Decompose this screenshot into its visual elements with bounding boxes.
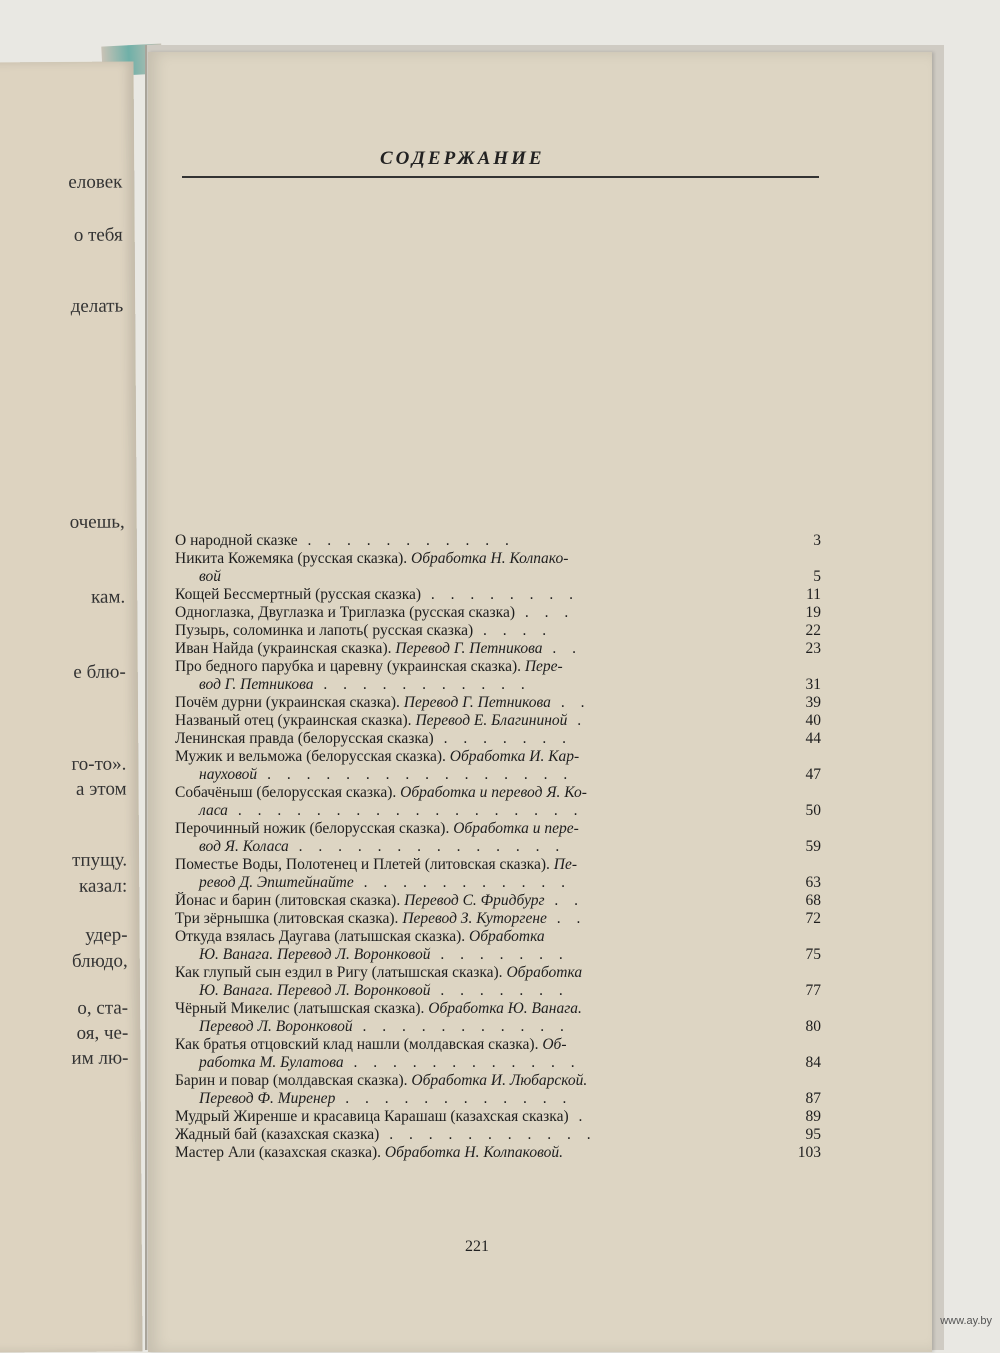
toc-leader-dots: . . . . . . . . . . . bbox=[313, 676, 531, 693]
toc-leader-dots: . . . . . . . . . . . bbox=[379, 1126, 597, 1143]
toc-entry-translator: работка М. Булатова bbox=[199, 1054, 344, 1071]
toc-entry bbox=[175, 640, 821, 658]
toc-entry-translator: Обработка Н. Колпаковой. bbox=[384, 1144, 563, 1161]
toc-leader-dots: . . bbox=[542, 640, 583, 657]
toc-entry bbox=[175, 928, 821, 964]
toc-page-number: 31 bbox=[805, 676, 821, 693]
toc-entry-title: Собачёныш (белорусская сказка). bbox=[175, 784, 401, 801]
toc-entry-translator: Обработка bbox=[506, 964, 583, 981]
toc-entry-line bbox=[175, 1054, 821, 1072]
toc-entry-line bbox=[175, 604, 821, 622]
toc-entry-title: Перочинный ножик (белорусская сказка). bbox=[175, 820, 454, 837]
toc-entry bbox=[175, 586, 821, 604]
left-page-text-line: е блю- bbox=[73, 661, 126, 683]
toc-entry-translator: Обработка и пере- bbox=[453, 820, 579, 837]
left-page-text-line: кам. bbox=[91, 586, 126, 608]
toc-entry-translator: Перевод Ф. Миренер bbox=[199, 1090, 336, 1107]
toc-entry bbox=[175, 1144, 821, 1162]
toc-entry-title: Мудрый Жиренше и красавица Карашаш (казахская сказка) bbox=[175, 1108, 569, 1125]
toc-entry-translator: Обработка И. Любарской. bbox=[411, 1072, 588, 1089]
toc-entry-title: О народной сказке bbox=[175, 532, 298, 549]
toc-entry-translator: ревод Д. Эпштейнайте bbox=[199, 874, 354, 891]
toc-entry-title: Поместье Воды, Полотенец и Плетей (литовская сказка). bbox=[175, 856, 554, 873]
left-page-text-line: еловек bbox=[68, 171, 123, 193]
toc-page-number: 44 bbox=[805, 730, 821, 747]
toc-entry bbox=[175, 910, 821, 928]
left-page-text-line: им лю- bbox=[71, 1047, 129, 1069]
toc-title: СОДЕРЖАНИЕ bbox=[380, 148, 545, 169]
toc-leader-dots: . . . . . . . . . . . bbox=[352, 1018, 570, 1035]
left-page-text-line: блюдо, bbox=[71, 950, 128, 972]
toc-entry-line bbox=[175, 1126, 821, 1144]
toc-page-number: 59 bbox=[805, 838, 821, 855]
toc-page-number: 103 bbox=[797, 1144, 821, 1161]
toc-entry-translator: вод Я. Коласа bbox=[199, 838, 289, 855]
toc-leader-dots: . . . . . . . bbox=[433, 730, 572, 747]
toc-leader-dots: . . . . . . . . . . . . . . . . . . bbox=[227, 802, 584, 819]
toc-entry-line bbox=[175, 1018, 821, 1036]
toc-entry-translator: Перевод С. Фридбург bbox=[404, 892, 545, 909]
toc-entry-title: Йонас и барин (литовская сказка). bbox=[175, 892, 405, 909]
toc-entry-title: Чёрный Микелис (латышская сказка). bbox=[175, 1000, 429, 1017]
toc-entry-line bbox=[175, 766, 821, 784]
toc-entry bbox=[175, 892, 821, 910]
toc-page-number: 50 bbox=[805, 802, 821, 819]
toc-page-number: 39 bbox=[805, 694, 821, 711]
toc-entry-line bbox=[175, 676, 821, 694]
toc-entry-translator: Об- bbox=[542, 1036, 567, 1053]
toc-entry bbox=[175, 550, 821, 586]
table-of-contents bbox=[175, 532, 821, 1162]
toc-entry-title: Ленинская правда (белорусская сказка) bbox=[175, 730, 434, 747]
toc-leader-dots: . bbox=[567, 712, 588, 729]
toc-entry-title: Названый отец (украинская сказка). bbox=[175, 712, 416, 729]
toc-entry bbox=[175, 604, 821, 622]
toc-leader-dots: . . . . . . . . . . . . bbox=[343, 1054, 581, 1071]
toc-entry-line bbox=[175, 838, 821, 856]
toc-page-number: 63 bbox=[805, 874, 821, 891]
left-page-text-line: а этом bbox=[75, 778, 127, 800]
toc-entry-line bbox=[175, 892, 821, 910]
left-page-text-line: удер- bbox=[85, 924, 128, 946]
toc-entry bbox=[175, 1036, 821, 1072]
toc-entry-line bbox=[175, 622, 821, 640]
toc-leader-dots: . . . . . . . . . . . bbox=[297, 532, 515, 549]
toc-entry-title: Как глупый сын ездил в Ригу (латышская сказка). bbox=[175, 964, 507, 981]
toc-entry bbox=[175, 1108, 821, 1126]
left-page-text-line: оя, че- bbox=[76, 1022, 129, 1044]
toc-entry-translator: Ю. Ванага. Перевод Л. Воронковой bbox=[199, 982, 431, 999]
left-page-text-line: о, ста- bbox=[77, 997, 129, 1019]
toc-entry-line bbox=[175, 658, 821, 676]
toc-entry-line bbox=[175, 1036, 821, 1054]
toc-entry bbox=[175, 1000, 821, 1036]
toc-entry bbox=[175, 1126, 821, 1144]
toc-entry-line bbox=[175, 1108, 821, 1126]
toc-page-number: 11 bbox=[806, 586, 821, 603]
left-page-text-line: тпущу. bbox=[72, 849, 128, 871]
toc-entry bbox=[175, 748, 821, 784]
toc-entry-title: Пузырь, соломинка и лапоть( русская сказка) bbox=[175, 622, 474, 639]
toc-page-number: 72 bbox=[805, 910, 821, 927]
toc-entry-line bbox=[175, 982, 821, 1000]
toc-entry-line bbox=[175, 694, 821, 712]
toc-leader-dots: . . . . . . . . . . . . bbox=[335, 1090, 573, 1107]
toc-entry bbox=[175, 784, 821, 820]
toc-entry-line bbox=[175, 730, 821, 748]
toc-entry-translator: Ю. Ванага. Перевод Л. Воронковой bbox=[199, 946, 431, 963]
toc-leader-dots: . . bbox=[544, 892, 585, 909]
toc-entry bbox=[175, 820, 821, 856]
title-rule bbox=[182, 176, 819, 178]
toc-entry-title: Жадный бай (казахская сказка) bbox=[175, 1126, 380, 1143]
toc-entry-line bbox=[175, 550, 821, 568]
toc-leader-dots: . . . . . . . . . . . bbox=[353, 874, 571, 891]
toc-page-number: 40 bbox=[805, 712, 821, 729]
toc-entry-translator: вой bbox=[199, 568, 222, 585]
toc-entry-translator: Перевод Е. Благининой bbox=[415, 712, 568, 729]
toc-entry-line bbox=[175, 874, 821, 892]
toc-entry bbox=[175, 730, 821, 748]
toc-entry-title: Почём дурни (украинская сказка). bbox=[175, 694, 404, 711]
toc-page-number: 47 bbox=[805, 766, 821, 783]
toc-entry bbox=[175, 856, 821, 892]
toc-entry-line bbox=[175, 1000, 821, 1018]
toc-entry-translator: науховой bbox=[199, 766, 258, 783]
toc-leader-dots: . . . . . . . . . . . . . . bbox=[288, 838, 566, 855]
toc-entry bbox=[175, 622, 821, 640]
toc-entry bbox=[175, 658, 821, 694]
toc-entry-line bbox=[175, 586, 821, 604]
toc-leader-dots: . . . . . . . bbox=[430, 982, 569, 999]
toc-page-number: 3 bbox=[813, 532, 821, 549]
toc-entry-translator: Пере- bbox=[524, 658, 563, 675]
toc-page-number: 84 bbox=[805, 1054, 821, 1071]
toc-leader-dots: . . . . . . . . . . . . . . . . bbox=[257, 766, 574, 783]
toc-leader-dots: . . . bbox=[515, 604, 575, 621]
toc-entry-translator: Пе- bbox=[553, 856, 578, 873]
toc-page-number: 5 bbox=[813, 568, 821, 585]
toc-entry-line bbox=[175, 802, 821, 820]
toc-page-number: 19 bbox=[805, 604, 821, 621]
toc-leader-dots: . . . . . . . bbox=[430, 946, 569, 963]
toc-page-number: 87 bbox=[805, 1090, 821, 1107]
toc-leader-dots: . . . . . . . . bbox=[421, 586, 580, 603]
toc-entry-line bbox=[175, 568, 821, 586]
toc-page-number: 75 bbox=[805, 946, 821, 963]
toc-entry-line bbox=[175, 856, 821, 874]
toc-page-number: 23 bbox=[805, 640, 821, 657]
toc-page-number: 80 bbox=[805, 1018, 821, 1035]
toc-entry-translator: Обработка bbox=[469, 928, 545, 945]
page-number: 221 bbox=[465, 1238, 489, 1255]
toc-entry bbox=[175, 694, 821, 712]
toc-page-number: 77 bbox=[805, 982, 821, 999]
toc-entry-translator: Перевод Г. Петникова bbox=[403, 694, 551, 711]
toc-entry-title: Барин и повар (молдавская сказка). bbox=[175, 1072, 412, 1089]
toc-entry-line bbox=[175, 946, 821, 964]
toc-entry-translator: Перевод Г. Петникова bbox=[395, 640, 543, 657]
toc-entry-translator: Перевод З. Куторгене bbox=[402, 910, 547, 927]
toc-entry-translator: Обработка Ю. Ванага. bbox=[428, 1000, 582, 1017]
watermark: www.ay.by bbox=[940, 1315, 992, 1327]
toc-entry-title: Откуда взялась Даугава (латышская сказка). bbox=[175, 928, 470, 945]
toc-entry-translator: Обработка И. Кар- bbox=[449, 748, 580, 765]
toc-entry-title: Мужик и вельможа (белорусская сказка). bbox=[175, 748, 450, 765]
toc-leader-dots: . . bbox=[546, 910, 587, 927]
left-page-text-line: делать bbox=[70, 295, 124, 317]
toc-entry-title: Никита Кожемяка (русская сказка). bbox=[175, 550, 411, 567]
toc-entry-line bbox=[175, 1144, 821, 1162]
toc-entry-title: Одноглазка, Двуглазка и Триглазка (русская сказка) bbox=[175, 604, 515, 621]
toc-entry-line bbox=[175, 784, 821, 802]
toc-entry-title: Про бедного парубка и царевну (украинская сказка). bbox=[175, 658, 525, 675]
toc-entry-line bbox=[175, 910, 821, 928]
toc-entry-translator: Обработка Н. Колпако- bbox=[411, 550, 569, 567]
left-page-text-line: очешь, bbox=[69, 511, 125, 533]
toc-page-number: 68 bbox=[805, 892, 821, 909]
toc-entry-translator: ласа bbox=[199, 802, 228, 819]
left-page-text-line: о тебя bbox=[73, 224, 123, 246]
toc-page-number: 22 bbox=[805, 622, 821, 639]
toc-entry-translator: Обработка и перевод Я. Ко- bbox=[400, 784, 587, 801]
left-page-text-line: казал: bbox=[78, 875, 128, 897]
toc-entry bbox=[175, 1072, 821, 1108]
toc-entry-title: Кощей Бессмертный (русская сказка) bbox=[175, 586, 422, 603]
toc-leader-dots: . . bbox=[550, 694, 591, 711]
toc-entry-line bbox=[175, 748, 821, 766]
toc-leader-dots: . bbox=[568, 1108, 589, 1125]
toc-page-number: 89 bbox=[805, 1108, 821, 1125]
toc-entry-line bbox=[175, 964, 821, 982]
toc-entry-line bbox=[175, 532, 821, 550]
toc-entry-line bbox=[175, 820, 821, 838]
toc-entry-line bbox=[175, 928, 821, 946]
toc-entry-title: Иван Найда (украинская сказка). bbox=[175, 640, 396, 657]
toc-entry-line bbox=[175, 712, 821, 730]
left-page bbox=[0, 61, 143, 1352]
toc-entry bbox=[175, 964, 821, 1000]
toc-entry-line bbox=[175, 640, 821, 658]
toc-entry bbox=[175, 712, 821, 730]
toc-entry-translator: вод Г. Петникова bbox=[199, 676, 314, 693]
toc-leader-dots: . . . . bbox=[473, 622, 553, 639]
toc-entry-title: Мастер Али (казахская сказка). bbox=[175, 1144, 385, 1161]
toc-entry-line bbox=[175, 1072, 821, 1090]
toc-entry-title: Как братья отцовский клад нашли (молдавская сказка). bbox=[175, 1036, 543, 1053]
toc-entry-translator: Перевод Л. Воронковой bbox=[199, 1018, 353, 1035]
toc-page-number: 95 bbox=[805, 1126, 821, 1143]
toc-entry-line bbox=[175, 1090, 821, 1108]
toc-entry-title: Три зёрнышка (литовская сказка). bbox=[175, 910, 403, 927]
toc-entry bbox=[175, 532, 821, 550]
left-page-text-line: го-то». bbox=[71, 753, 127, 775]
